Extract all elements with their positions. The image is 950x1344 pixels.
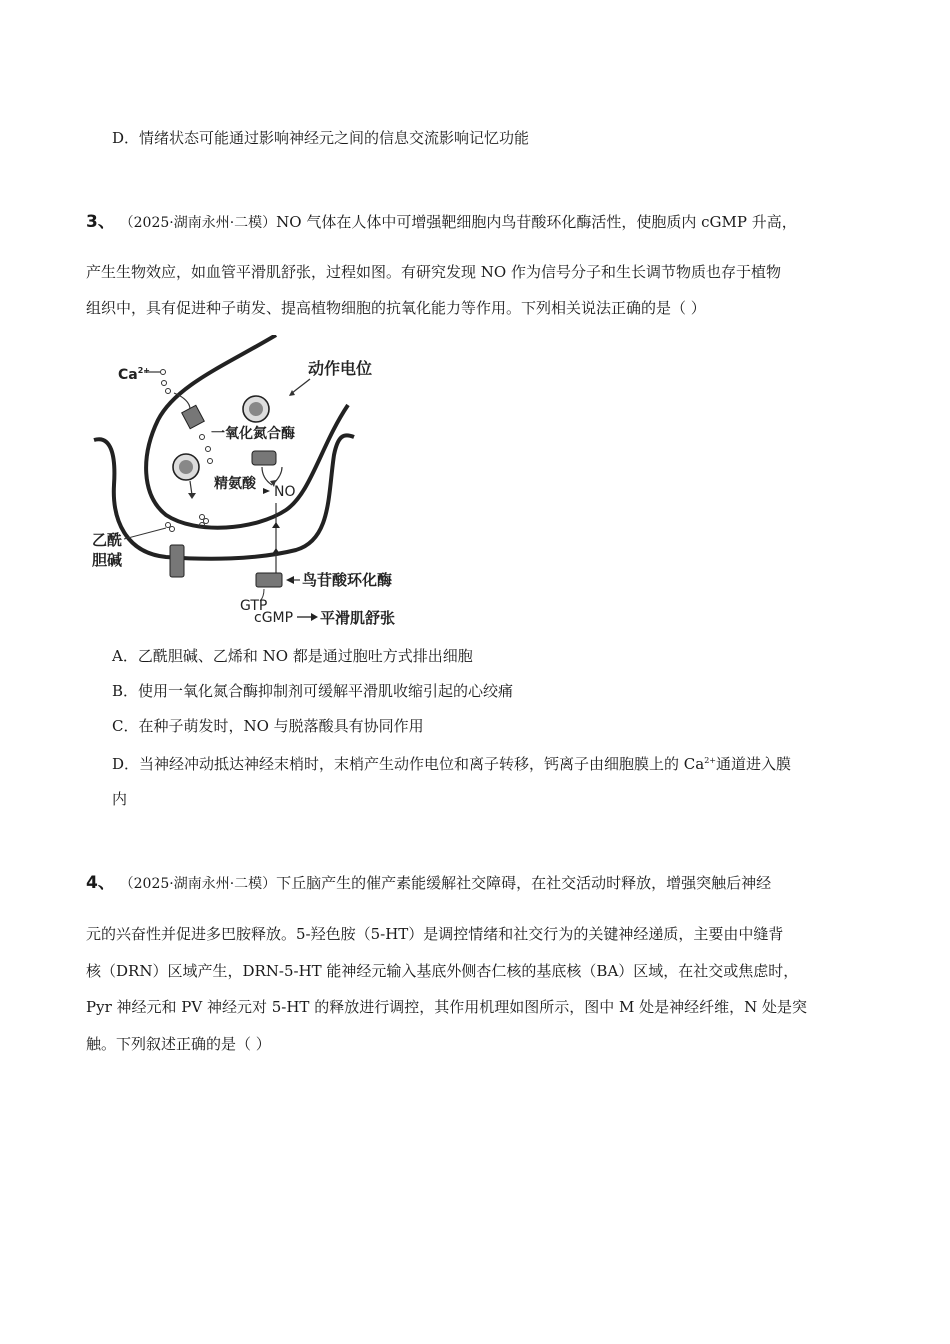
q3-option-c: C．在种子萌发时，NO 与脱落酸具有协同作用	[112, 717, 424, 735]
ca-ion	[161, 370, 166, 375]
q4-stem-text: 下丘脑产生的催产素能缓解社交障碍，在社交活动时释放，增强突触后神经	[276, 874, 772, 892]
ca-ion	[162, 381, 167, 386]
ach-receptor	[170, 545, 184, 577]
ach-label-line1: 乙酰	[92, 531, 123, 549]
nos-label: 一氧化氮合酶	[211, 426, 295, 442]
q4-stem-line4: Pyr 神经元和 PV 神经元对 5-HT 的释放进行调控，其作用机理如图所示，图中 M 处是神经纤维，N 处是突	[86, 998, 807, 1016]
q2-option-d: D．情绪状态可能通过影响神经元之间的信息交流影响记忆功能	[112, 129, 530, 147]
q3-option-d-tail: 通道进入膜	[716, 755, 792, 773]
q4-stem-line5: 触。下列叙述正确的是（ ）	[86, 1035, 271, 1053]
arginine-label: 精氨酸	[214, 476, 256, 492]
ca-ion	[206, 447, 211, 452]
q3-stem-text: NO 气体在人体中可增强靶细胞内鸟苷酸环化酶活性，使胞质内 cGMP 升高，	[276, 213, 797, 231]
q3-option-d-line2: 内	[112, 790, 128, 808]
action-potential-label: 动作电位	[308, 359, 373, 378]
q3-stem-line3: 组织中，具有促进种子萌发、提高植物细胞的抗氧化能力等作用。下列相关说法正确的是（ ）	[86, 299, 706, 317]
q3-option-d-sup: 2+	[704, 756, 717, 765]
ca-channel	[182, 405, 205, 428]
nos-enzyme	[252, 451, 276, 465]
ach-label-line2: 胆碱	[92, 551, 123, 569]
cgmp-label: cGMP	[254, 610, 294, 626]
no-label: NO	[274, 484, 296, 500]
gtp-label: GTP	[240, 598, 268, 614]
ca-ion	[208, 459, 213, 464]
question-number: 3、	[86, 212, 115, 232]
q3-option-a: A．乙酰胆碱、乙烯和 NO 都是通过胞吐方式排出细胞	[112, 647, 473, 665]
ca-label: $Ca^{2+}$	[118, 366, 151, 383]
question-source: （2025·湖南永州·二模）	[119, 876, 277, 892]
q3-option-b: B．使用一氧化氮合酶抑制剂可缓解平滑肌收缩引起的心绞痛	[112, 682, 514, 700]
q4-stem-line1	[86, 873, 771, 894]
q4-stem-line3: 核（DRN）区域产生，DRN-5-HT 能神经元输入基底外侧杏仁核的基底核（BA）区域，在社交或焦虑时，	[86, 962, 799, 980]
relax-label: 平滑肌舒张	[320, 609, 396, 627]
question-source: （2025·湖南永州·二模）	[119, 215, 277, 231]
q3-option-d-text: D．当神经冲动抵达神经末梢时，末梢产生动作电位和离子转移，钙离子由细胞膜上的 Ca	[112, 755, 705, 773]
q4-stem-line2: 元的兴奋性并促进多巴胺释放。5-羟色胺（5-HT）是调控情绪和社交行为的关键神经递质，主要由中缝背	[86, 925, 784, 943]
q3-option-d	[112, 751, 791, 774]
postsynaptic-membrane	[94, 435, 354, 558]
question-number: 4、	[86, 873, 115, 893]
ca-ion	[166, 389, 171, 394]
guanylate-cyclase	[256, 573, 282, 587]
synapse-no-diagram	[86, 335, 420, 627]
q3-stem-line1	[86, 212, 797, 233]
guanylate-label: 鸟苷酸环化酶	[302, 571, 393, 589]
q3-stem-line2: 产生生物效应，如血管平滑肌舒张，过程如图。有研究发现 NO 作为信号分子和生长调节物质也存于植物	[86, 263, 781, 281]
ca-ion	[200, 435, 205, 440]
